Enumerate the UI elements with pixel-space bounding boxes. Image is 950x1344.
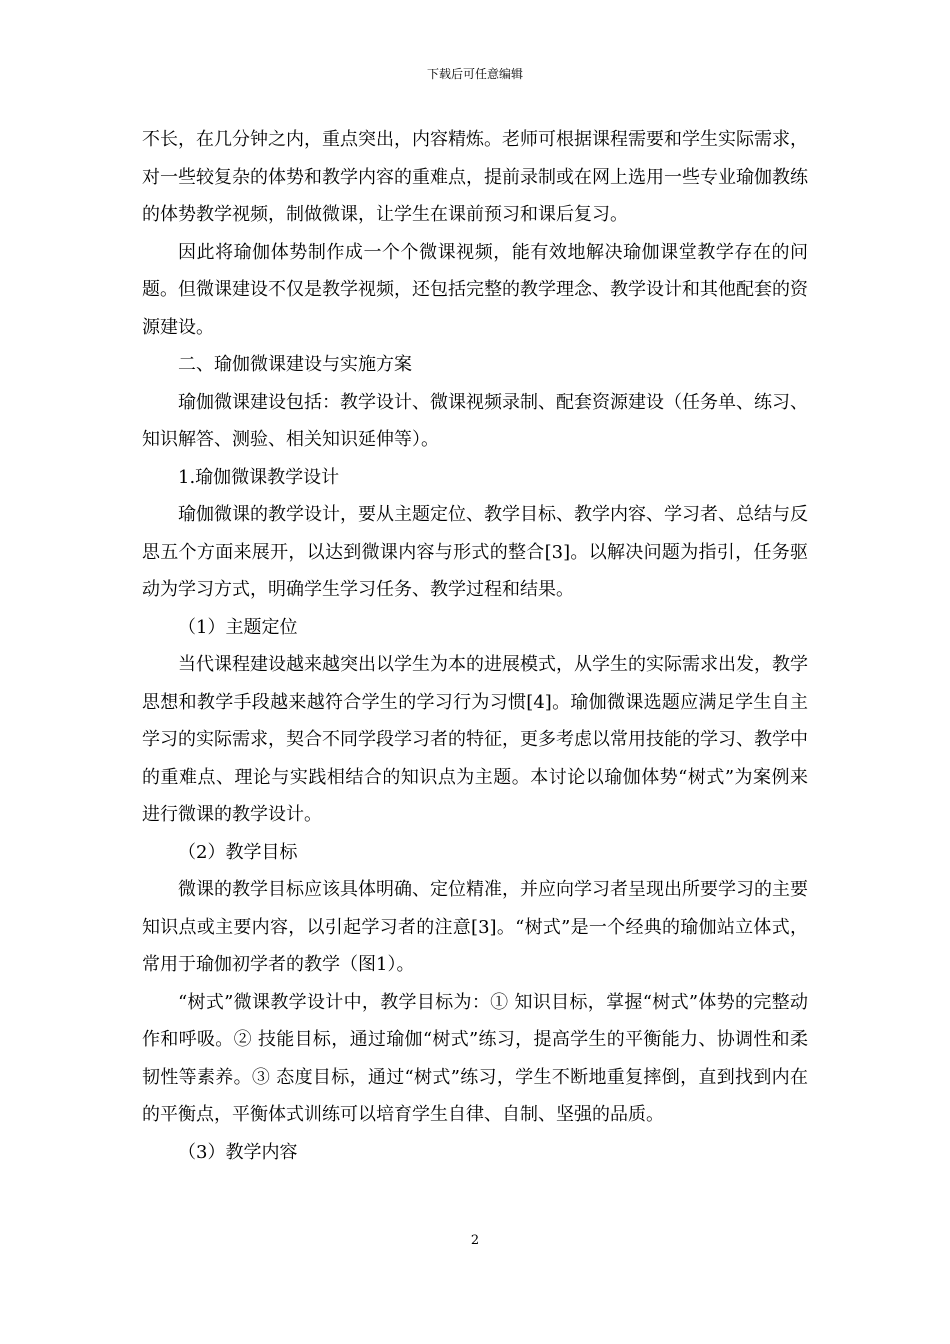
subsection-heading: （2）教学目标	[178, 841, 298, 863]
paragraph: 瑜伽微课的教学设计，要从主题定位、教学目标、教学内容、学习者、总结与反思五个方面来展开，以达到微课内容与形式的整合[3]。以解决问题为指引，任务驱动为学习方式，明确学生学习任务、教学过程和结果。	[142, 504, 808, 600]
page-number: 2	[470, 1233, 480, 1248]
subsection-heading: （1）主题定位	[178, 616, 298, 638]
paragraph: “树式”微课教学设计中，教学目标为：① 知识目标，掌握“树式”体势的完整动作和呼吸。② 技能目标，通过瑜伽“树式”练习，提高学生的平衡能力、协调性和柔韧性等素养。③ 态度目标，通过“树式”练习，学生不断地重复摔倒，直到找到内在的平衡点，平衡体式训练可以培育学生自律、自制、坚强的品质。	[142, 991, 808, 1125]
paragraph: 瑜伽微课建设包括：教学设计、微课视频录制、配套资源建设（任务单、练习、知识解答、测验、相关知识延伸等）。	[142, 391, 808, 450]
section-heading: 二、瑜伽微课建设与实施方案	[178, 354, 412, 375]
paragraph: 当代课程建设越来越突出以学生为本的进展模式，从学生的实际需求出发，教学思想和教学手段越来越符合学生的学习行为习惯[4]。瑜伽微课选题应满足学生自主学习的实际需求，契合不同学段学习者的特征，更多考虑以常用技能的学习、教学中的重难点、理论与实践相结合的知识点为主题。本讨论以瑜伽体势“树式”为案例来进行微课的教学设计。	[142, 654, 808, 825]
subsection-heading: （3）教学内容	[178, 1141, 298, 1163]
page-header: 下载后可任意编辑	[426, 67, 523, 81]
paragraph: 因此将瑜伽体势制作成一个个微课视频，能有效地解决瑜伽课堂教学存在的问题。但微课建设不仅是教学视频，还包括完整的教学理念、教学设计和其他配套的资源建设。	[142, 241, 808, 338]
subsection-heading: 1.瑜伽微课教学设计	[178, 466, 340, 488]
document-body	[142, 121, 808, 1171]
paragraph: 不长，在几分钟之内，重点突出，内容精炼。老师可根据课程需要和学生实际需求，对一些较复杂的体势和教学内容的重难点，提前录制或在网上选用一些专业瑜伽教练的体势教学视频，制做微课，让学生在课前预习和课后复习。	[142, 129, 808, 225]
paragraph: 微课的教学目标应该具体明确、定位精准，并应向学习者呈现出所要学习的主要知识点或主要内容，以引起学习者的注意[3]。“树式”是一个经典的瑜伽站立体式，常用于瑜伽初学者的教学（图1）。	[142, 879, 808, 975]
